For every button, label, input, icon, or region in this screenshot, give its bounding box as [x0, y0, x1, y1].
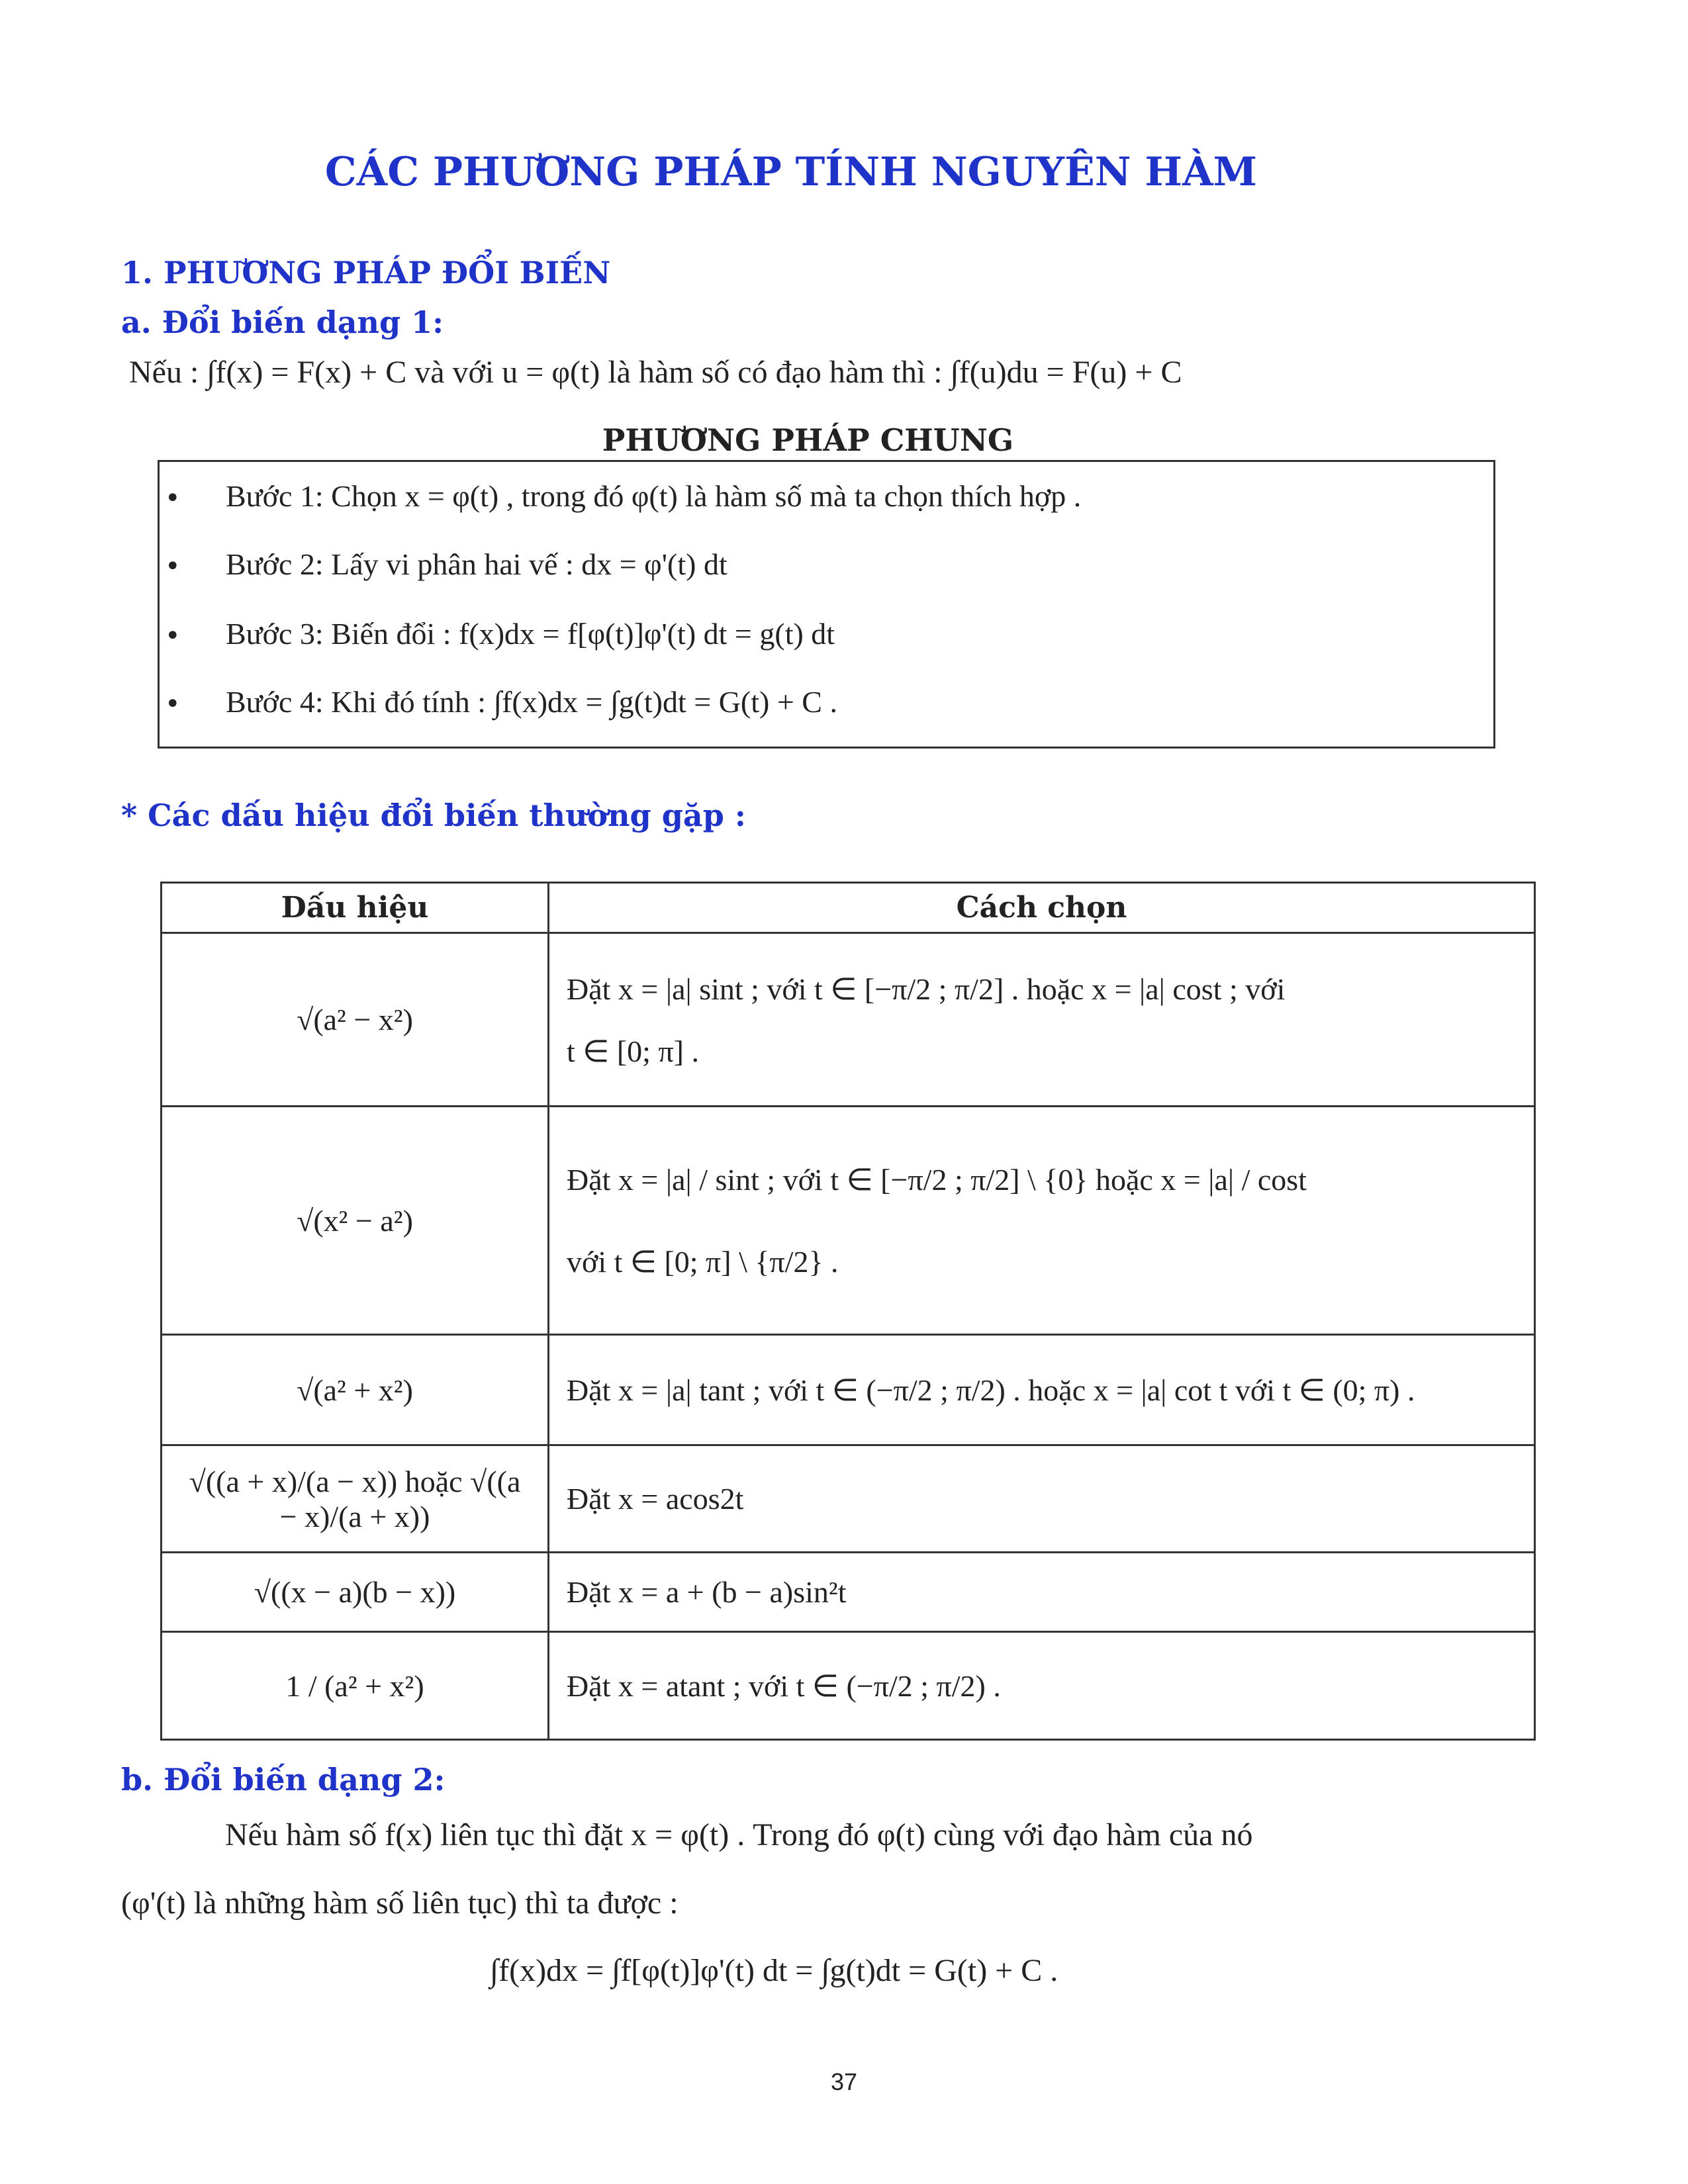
- choice-line: Đặt x = atant ; với t ∈ (−π/2 ; π/2) .: [567, 1669, 1001, 1703]
- page-title: CÁC PHƯƠNG PHÁP TÍNH NGUYÊN HÀM: [324, 149, 1258, 195]
- choice-cell: [549, 1553, 1535, 1632]
- table-row: [162, 1445, 1535, 1553]
- method-box-title: PHƯƠNG PHÁP CHUNG: [602, 422, 1014, 458]
- table-row: [162, 933, 1535, 1107]
- choice-line: Đặt x = a + (b − a)sin²t: [567, 1575, 847, 1609]
- choice-cell: [549, 1445, 1535, 1553]
- table-row: [162, 1553, 1535, 1632]
- choice-line: Đặt x = |a| tant ; với t ∈ (−π/2 ; π/2) . hoặc x = |a| cot t với t ∈ (0; π) .: [567, 1373, 1415, 1407]
- choice-line: Đặt x = |a| / sint ; với t ∈ [−π/2 ; π/2] \ {0} hoặc x = |a| / cost: [567, 1163, 1307, 1197]
- header-choice: Cách chọn: [549, 883, 1535, 933]
- step-1: Bước 1: Chọn x = φ(t) , trong đó φ(t) là hàm số mà ta chọn thích hợp .: [226, 479, 1082, 513]
- step-4: Bước 4: Khi đó tính : ∫f(x)dx = ∫g(t)dt = G(t) + C .: [226, 685, 837, 719]
- sign-cell: √((a + x)/(a − x)) hoặc √((a − x)/(a + x)): [162, 1445, 549, 1553]
- bullet-icon: •: [165, 551, 181, 582]
- sign-cell: √((x − a)(b − x)): [162, 1553, 549, 1632]
- header-sign: Dấu hiệu: [162, 883, 549, 933]
- section-heading-1: 1. PHƯƠNG PHÁP ĐỔI BIẾN: [121, 255, 611, 291]
- bullet-icon: •: [165, 689, 181, 719]
- bullet-icon: •: [165, 621, 181, 651]
- choice-cell: [549, 1632, 1535, 1740]
- paragraph-b-formula: ∫f(x)dx = ∫f[φ(t)]φ'(t) dt = ∫g(t)dt = G(t) + C .: [490, 1953, 1058, 1988]
- signs-heading: * Các dấu hiệu đổi biến thường gặp :: [121, 797, 746, 833]
- choice-cell: [549, 933, 1535, 1107]
- table-row: [162, 1335, 1535, 1445]
- intro-formula-line: Nếu : ∫f(x) = F(x) + C và với u = φ(t) là hàm số có đạo hàm thì : ∫f(u)du = F(u) + C: [129, 355, 1182, 390]
- sign-cell: √(x² − a²): [162, 1107, 549, 1335]
- table-header-row: [162, 883, 1535, 933]
- subsection-heading-a: a. Đổi biến dạng 1:: [121, 304, 444, 340]
- substitution-table: [160, 882, 1536, 1741]
- choice-line: Đặt x = |a| sint ; với t ∈ [−π/2 ; π/2] . hoặc x = |a| cost ; với: [567, 972, 1286, 1006]
- choice-cell: [549, 1335, 1535, 1445]
- choice-line: Đặt x = acos2t: [567, 1482, 744, 1516]
- table-row: [162, 1632, 1535, 1740]
- page-number: 37: [830, 2068, 858, 2095]
- step-3: Bước 3: Biến đổi : f(x)dx = f[φ(t)]φ'(t) dt = g(t) dt: [226, 617, 835, 651]
- sign-cell: 1 / (a² + x²): [162, 1632, 549, 1740]
- bullet-icon: •: [165, 483, 181, 514]
- paragraph-b-line-1: Nếu hàm số f(x) liên tục thì đặt x = φ(t) . Trong đó φ(t) cùng với đạo hàm của nó: [225, 1817, 1253, 1852]
- choice-line: t ∈ [0; π] .: [567, 1034, 699, 1068]
- table-row: [162, 1107, 1535, 1335]
- method-box: [158, 460, 1495, 749]
- paragraph-b-line-2: (φ'(t) là những hàm số liên tục) thì ta được :: [121, 1886, 679, 1921]
- step-2: Bước 2: Lấy vi phân hai vế : dx = φ'(t) dt: [226, 547, 727, 581]
- choice-line: với t ∈ [0; π] \ {π/2} .: [567, 1245, 839, 1279]
- sign-cell: √(a² − x²): [162, 933, 549, 1107]
- subsection-heading-b: b. Đổi biến dạng 2:: [121, 1762, 445, 1797]
- sign-cell: √(a² + x²): [162, 1335, 549, 1445]
- choice-cell: [549, 1107, 1535, 1335]
